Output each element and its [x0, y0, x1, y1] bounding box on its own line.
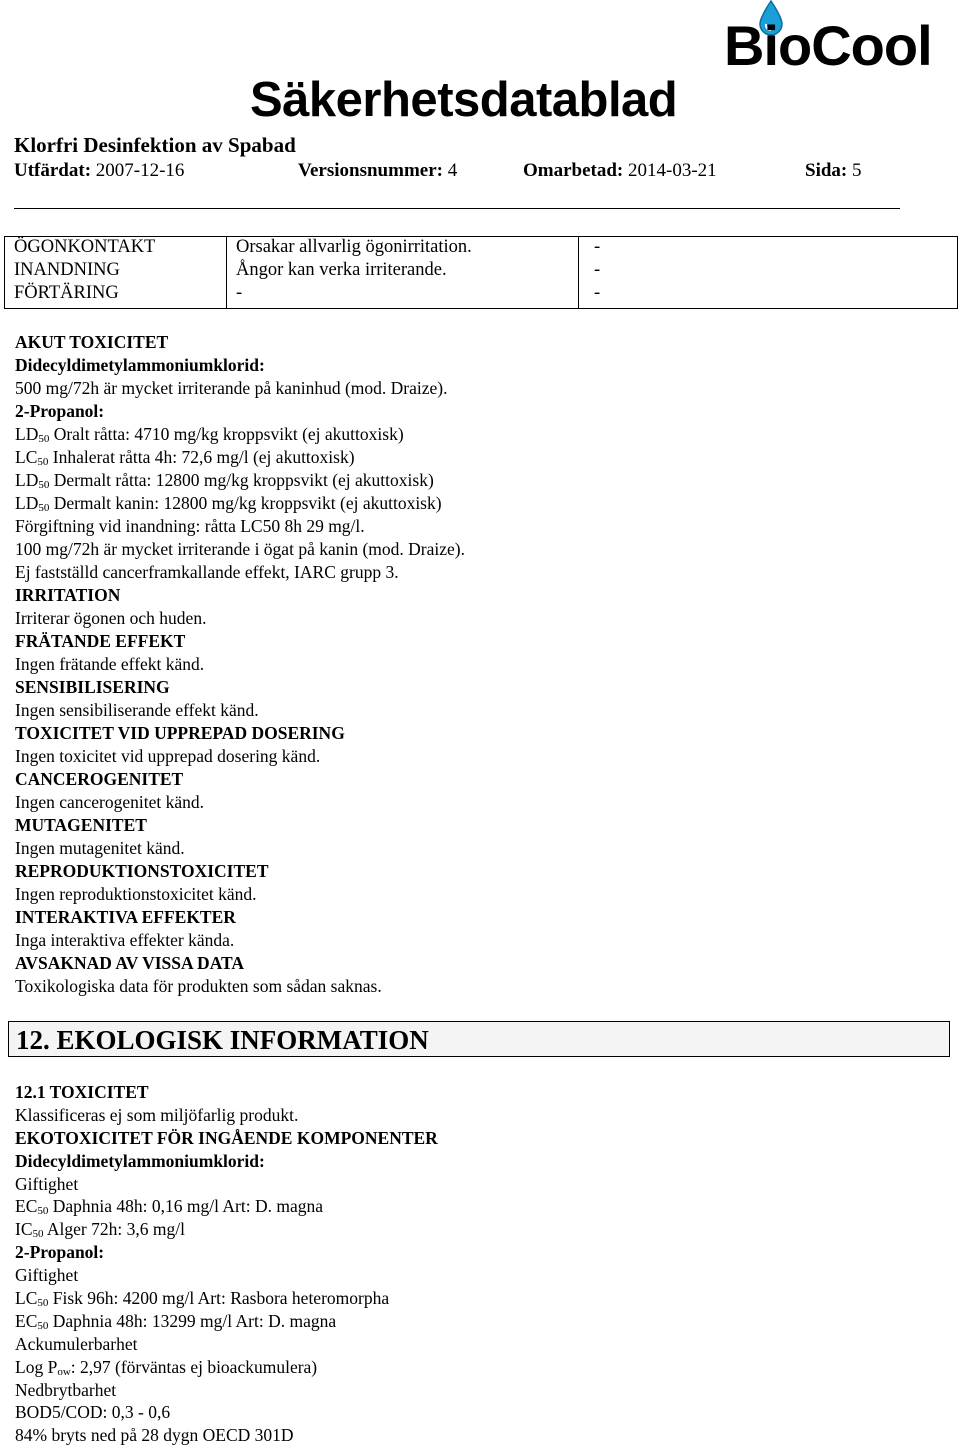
issued-date: Utfärdat: 2007-12-16 — [14, 160, 185, 181]
interactive-effects-heading: INTERAKTIVA EFFEKTER — [15, 907, 236, 927]
table-row — [4, 236, 957, 259]
toxicity-subheading: 12.1 TOXICITET — [15, 1082, 149, 1102]
product-name: Klorfri Desinfektion av Spabad — [14, 133, 296, 157]
eye-irritation-note: 100 mg/72h är mycket irriterande i ögat på kanin (mod. Draize). — [15, 539, 465, 559]
header-divider — [14, 208, 900, 209]
acute-toxicity-heading: AKUT TOXICITET — [15, 332, 169, 352]
ddac-name: Didecyldimetylammoniumklorid: — [15, 355, 265, 375]
section-12-heading: 12. EKOLOGISK INFORMATION — [8, 1021, 950, 1057]
extra-cell: - — [594, 237, 601, 257]
ic50-algae: $IC_{50}$ Alger 72h: 3,6 mg/l — [15, 1219, 185, 1241]
ld50-oral: $LD_{50}$ Oralt råtta: 4710 mg/kg kroppsvikt (ej akuttoxisk) — [15, 424, 404, 445]
classification-text: Klassificeras ej som miljöfarlig produkt. — [15, 1104, 299, 1125]
carcinogenicity-heading: CANCEROGENITET — [15, 769, 184, 789]
route-cell: FÖRTÄRING — [14, 283, 119, 303]
ld50-dermal-rat: $LD_{50}$ Dermalt råtta: 12800 mg/kg kroppsvikt (ej akuttoxisk) — [15, 470, 434, 491]
ecology-section — [15, 1081, 438, 1447]
bod-cod: BOD5/COD: 0,3 - 0,6 — [15, 1402, 171, 1423]
reproductive-toxicity-text: Ingen reproduktionstoxicitet känd. — [15, 884, 257, 904]
repeated-dose-heading: TOXICITET VID UPPREPAD DOSERING — [15, 723, 345, 743]
reproductive-toxicity-heading: REPRODUKTIONSTOXICITET — [15, 861, 269, 881]
table-row — [4, 259, 957, 282]
document-title: Säkerhetsdatablad — [250, 73, 678, 127]
page-number: Sida: 5 — [805, 160, 862, 181]
irritation-text: Irriterar ögonen och huden. — [15, 608, 207, 628]
degradability-label: Nedbrytbarhet — [15, 1379, 117, 1400]
inhalation-poisoning: Förgiftning vid inandning: råtta LC50 8h 29 mg/l. — [15, 516, 365, 536]
ddac-name: Didecyldimetylammoniumklorid: — [15, 1150, 265, 1171]
irritation-heading: IRRITATION — [15, 585, 121, 605]
corrosive-heading: FRÄTANDE EFFEKT — [15, 631, 186, 651]
missing-data-heading: AVSAKNAD AV VISSA DATA — [15, 953, 245, 973]
interactive-effects-text: Inga interaktiva effekter kända. — [15, 930, 235, 950]
lc50-inhalation: $LC_{50}$ Inhalerat råtta 4h: 72,6 mg/l (ej akuttoxisk) — [15, 447, 355, 468]
effect-cell: Orsakar allvarlig ögonirritation. — [236, 237, 472, 257]
company-logo: BioCool — [724, 14, 932, 77]
propanol-name: 2-Propanol: — [15, 401, 105, 421]
lc50-fish: $LC_{50}$ Fisk 96h: 4200 mg/l Art: Rasbora heteromorpha — [15, 1288, 390, 1310]
extra-cell: - — [594, 283, 601, 303]
carcinogenic-note: Ej fastställd cancerframkallande effekt, IARC grupp 3. — [15, 562, 399, 582]
extra-cell: - — [594, 260, 601, 280]
version-number: Versionsnummer: 4 — [298, 160, 458, 181]
sensitisation-text: Ingen sensibiliserande effekt känd. — [15, 700, 259, 720]
propanol-toxicity-label: Giftighet — [15, 1265, 79, 1286]
effect-cell: Ångor kan verka irriterande. — [236, 260, 447, 280]
ecotoxicity-heading: EKOTOXICITET FÖR INGÅENDE KOMPONENTER — [15, 1127, 438, 1148]
revised-date: Omarbetad: 2014-03-21 — [523, 160, 717, 181]
carcinogenicity-text: Ingen cancerogenitet känd. — [15, 792, 205, 812]
missing-data-text: Toxikologiska data för produkten som sådan saknas. — [15, 976, 382, 996]
ec50-ddac: $EC_{50}$ Daphnia 48h: 0,16 mg/l Art: D. magna — [15, 1196, 323, 1218]
repeated-dose-text: Ingen toxicitet vid upprepad dosering känd. — [15, 746, 321, 766]
table-row — [4, 282, 957, 305]
oecd-degradation: 84% bryts ned på 28 dygn OECD 301D — [15, 1425, 294, 1446]
mutagenicity-heading: MUTAGENITET — [15, 815, 147, 835]
corrosive-text: Ingen frätande effekt känd. — [15, 654, 205, 674]
route-cell: INANDNING — [14, 260, 120, 280]
mutagenicity-text: Ingen mutagenitet känd. — [15, 838, 185, 858]
route-cell: ÖGONKONTAKT — [14, 237, 156, 257]
exposure-table — [4, 236, 957, 305]
toxicology-section — [15, 331, 465, 998]
sensitisation-heading: SENSIBILISERING — [15, 677, 170, 697]
effect-cell: - — [236, 283, 243, 303]
accumulation-label: Ackumulerbarhet — [15, 1333, 138, 1354]
ddac-toxicity-label: Giftighet — [15, 1173, 79, 1194]
ddac-skin-irritation: 500 mg/72h är mycket irriterande på kaninhud (mod. Draize). — [15, 378, 448, 398]
ec50-propanol: $EC_{50}$ Daphnia 48h: 13299 mg/l Art: D. magna — [15, 1310, 337, 1332]
propanol-name: 2-Propanol: — [15, 1242, 105, 1263]
ld50-dermal-rabbit: $LD_{50}$ Dermalt kanin: 12800 mg/kg kroppsvikt (ej akuttoxisk) — [15, 493, 442, 514]
log-pow: Log $P_{ow}$: 2,97 (förväntas ej bioackumulera) — [15, 1356, 318, 1378]
